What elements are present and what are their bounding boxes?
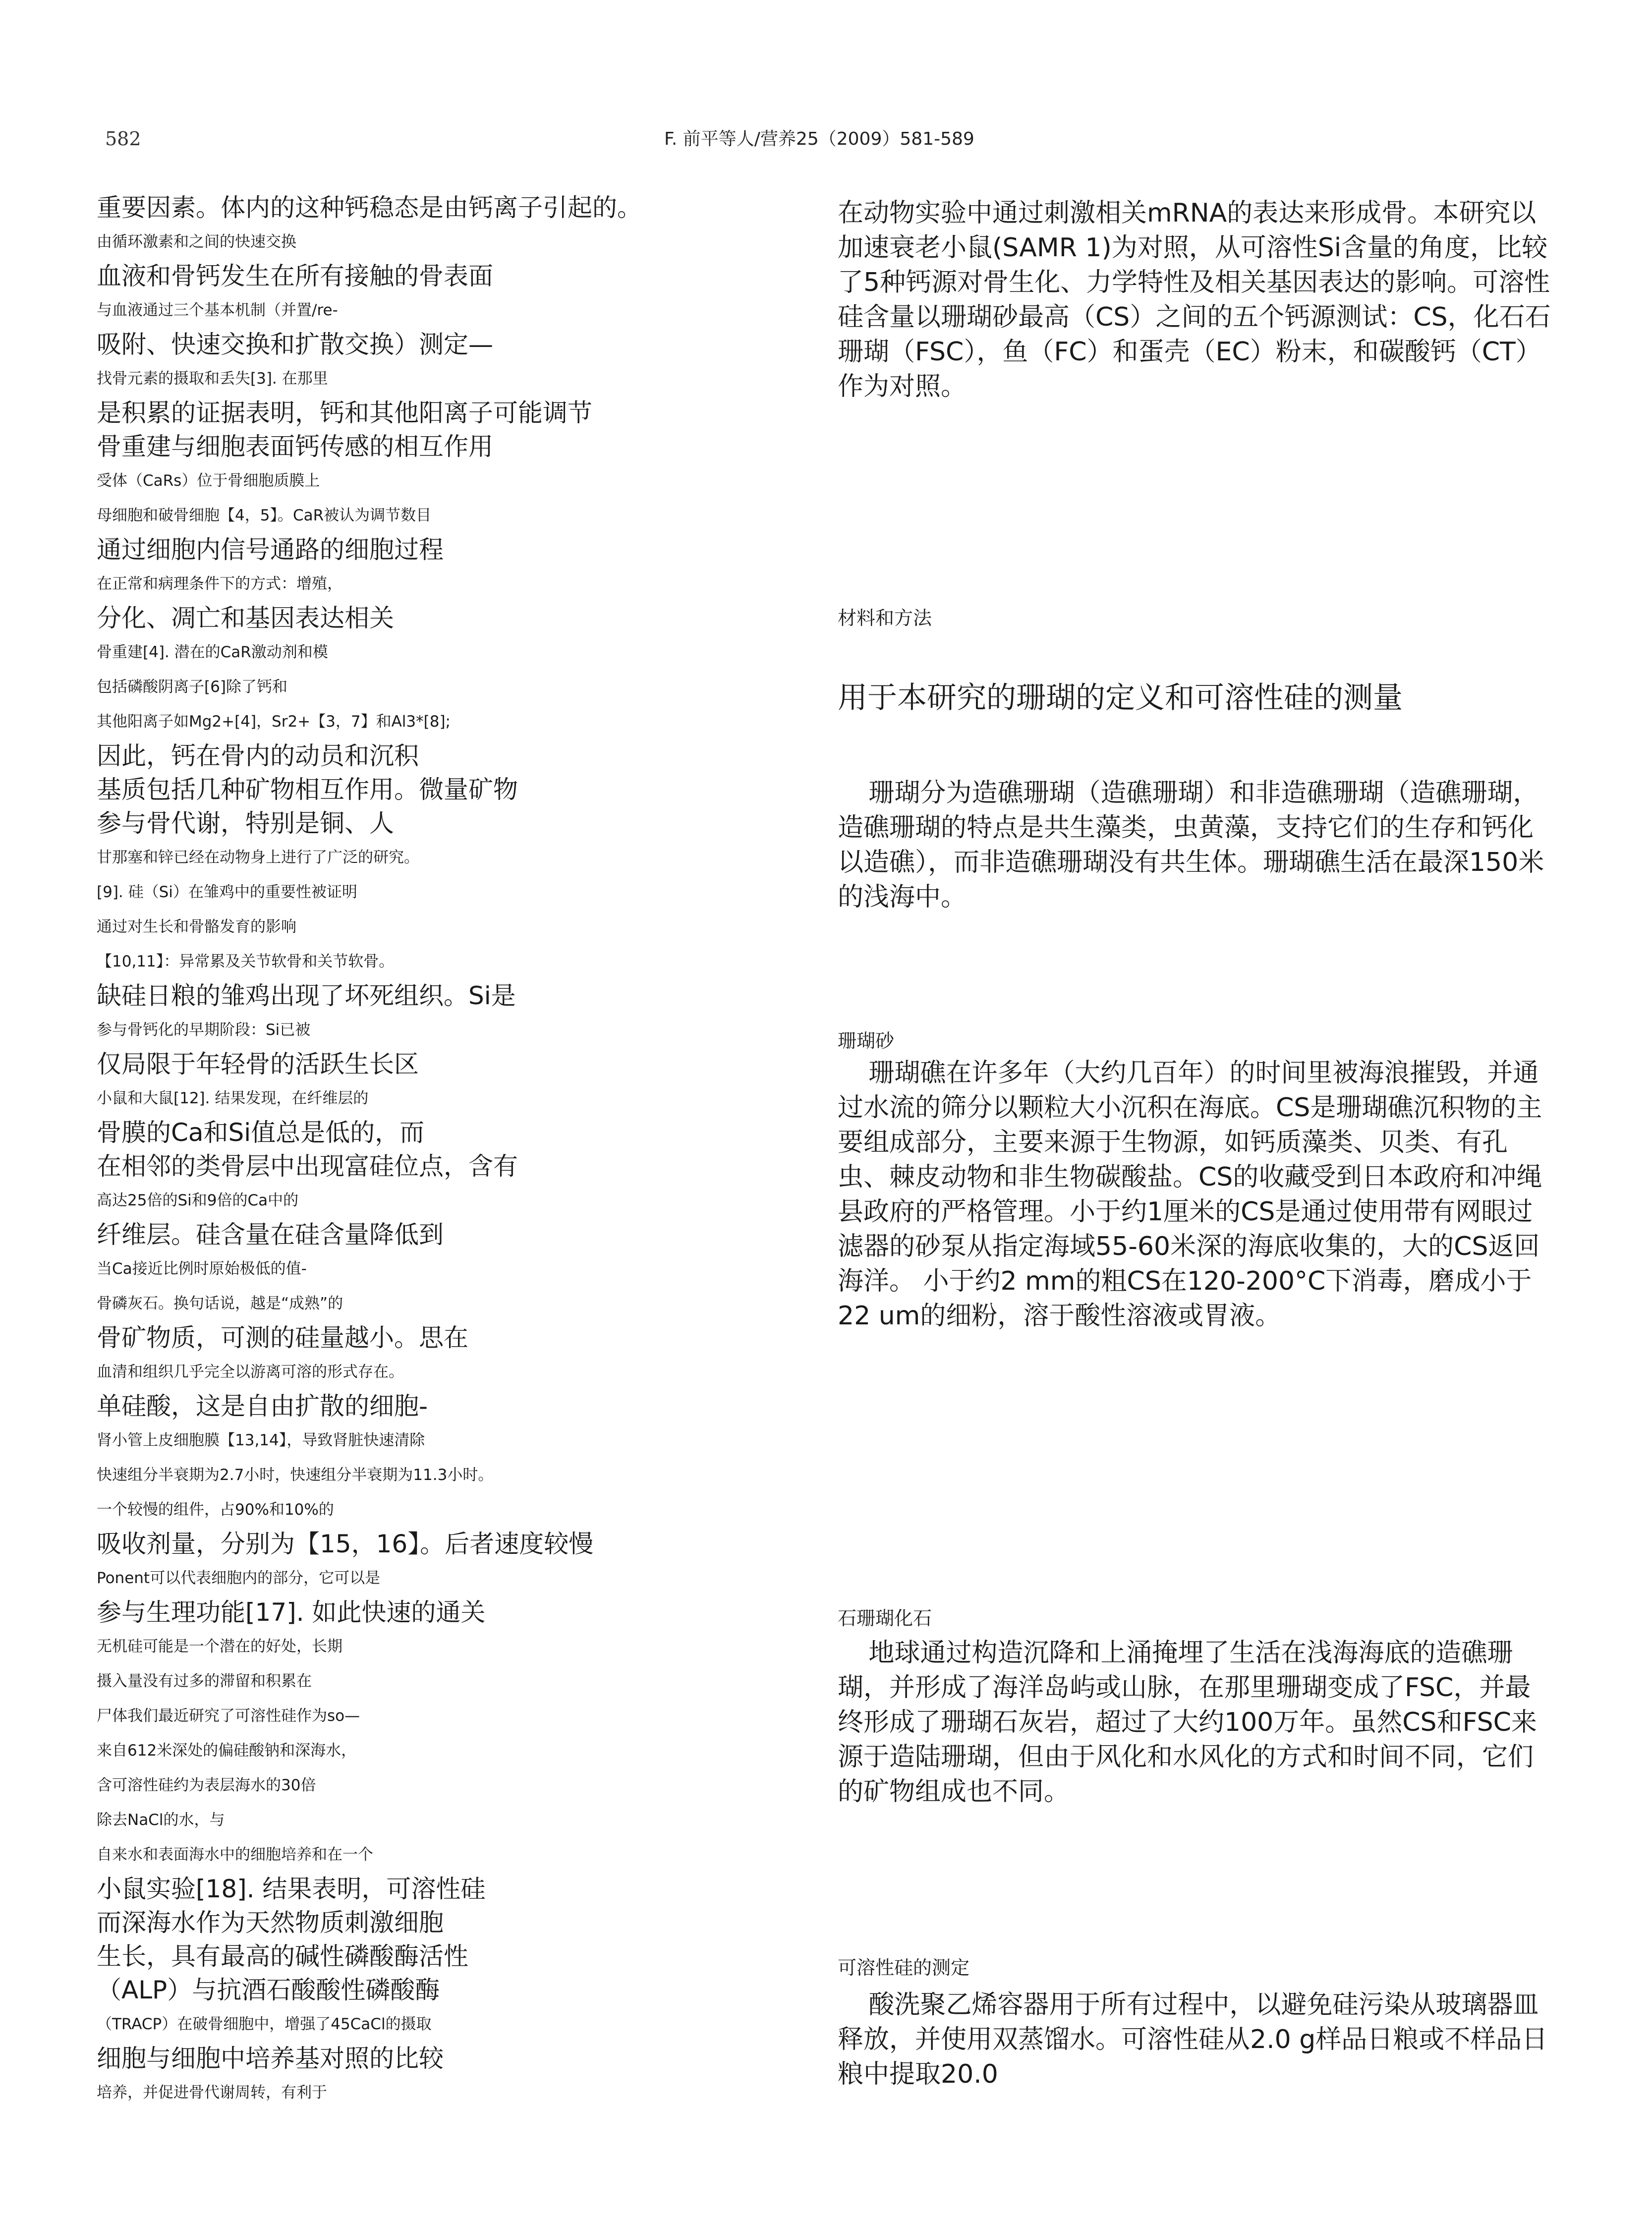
soluble-silicon-heading: 可溶性硅的测定 — [838, 1957, 970, 1979]
text-line: 血液和骨钙发生在所有接触的骨表面 — [97, 262, 493, 290]
running-header: F. 前平等人/营养25（2009）581-589 — [664, 129, 974, 149]
text-line: 来自612米深处的偏硅酸钠和深海水， — [97, 1742, 357, 1760]
text-line: 通过细胞内信号通路的细胞过程 — [97, 535, 444, 564]
text-line: 生长，具有最高的碱性磷酸酶活性 — [97, 1942, 468, 1971]
text-line: 骨膜的Ca和Si值总是低的，而 — [97, 1118, 425, 1147]
fossil-coral-paragraph: 地球通过构造沉降和上涌掩埋了生活在浅海海底的造礁珊瑚，并形成了海洋岛屿或山脉，在那里珊瑚变成了FSC，并最终形成了珊瑚石灰岩，超过了大约100万年。虽然CS和FSC来源于造陆珊瑚，但由于风化和水风化的方式和时间不同，它们的矿物组成也不同。 — [838, 1638, 1537, 1807]
text-line: 吸附、快速交换和扩散交换）测定— — [97, 330, 493, 359]
text-line: 分化、凋亡和基因表达相关 — [97, 604, 394, 632]
text-line: 含可溶性硅约为表层海水的30倍 — [97, 1776, 316, 1794]
text-line: 骨重建[4]. 潜在的CaR激动剂和模 — [97, 643, 328, 661]
text-line: 纤维层。硅含量在硅含量降低到 — [97, 1220, 444, 1249]
text-line: 母细胞和破骨细胞【4，5】。CaR被认为调节数目 — [97, 507, 432, 524]
text-line: [9]. 硅（Si）在雏鸡中的重要性被证明 — [97, 883, 357, 901]
text-line: 缺硅日粮的雏鸡出现了坏死组织。Si是 — [97, 981, 516, 1010]
text-line: 肾小管上皮细胞膜【13,14】，导致肾脏快速清除 — [97, 1431, 425, 1449]
text-line: 血清和组织几乎完全以游离可溶的形式存在。 — [97, 1363, 404, 1381]
text-line: 因此，钙在骨内的动员和沉积 — [97, 741, 419, 770]
text-line: 是积累的证据表明，钙和其他阳离子可能调节 — [97, 398, 592, 427]
section-heading-materials-methods: 材料和方法 — [838, 607, 932, 629]
text-line: 高达25倍的Si和9倍的Ca中的 — [97, 1192, 299, 1209]
text-line: 除去NaCl的水，与 — [97, 1811, 225, 1829]
text-line: 通过对生长和骨骼发育的影响 — [97, 918, 296, 936]
right-column-intro — [838, 196, 1551, 404]
subsection-heading-coral-definition: 用于本研究的珊瑚的定义和可溶性硅的测量 — [838, 681, 1403, 715]
text-line: 单硅酸，这是自由扩散的细胞- — [97, 1392, 428, 1421]
fossil-coral-heading: 石珊瑚化石 — [838, 1607, 932, 1629]
text-line: 其他阳离子如Mg2+[4]，Sr2+【3，7】和Al3*[8]; — [97, 713, 451, 731]
text-line: 骨磷灰石。换句话说，越是“成熟”的 — [97, 1295, 343, 1312]
text-line: （ALP）与抗酒石酸酸性磷酸酶 — [97, 1976, 440, 2004]
text-line: 摄入量没有过多的滞留和积累在 — [97, 1672, 312, 1690]
coral-sand-paragraph: 珊瑚礁在许多年（大约几百年）的时间里被海浪摧毁，并通过水流的筛分以颗粒大小沉积在海底。CS是珊瑚礁沉积物的主要组成部分，主要来源于生物源，如钙质藻类、贝类、有孔虫、棘皮动物和非生物碳酸盐。CS的收藏受到日本政府和冲绳县政府的严格管理。小于约1厘米的CS是通过使用带有网眼过滤器的砂泵从指定海域55-60米深的海底收集的，大的CS返回海洋。 小于约2 mm的粗CS在120-200°C下消毒，磨成小于22 um的细粉，溶于酸性溶液或胃液。 — [838, 1058, 1542, 1331]
coral-definition-paragraph: 珊瑚分为造礁珊瑚（造礁珊瑚）和非造礁珊瑚（造礁珊瑚，造礁珊瑚的特点是共生藻类，虫黄藻，支持它们的生存和钙化以造礁），而非造礁珊瑚没有共生体。珊瑚礁生活在最深150米的浅海中。 — [838, 778, 1544, 912]
text-line: 培养，并促进骨代谢周转，有利于 — [97, 2084, 327, 2102]
text-line: 当Ca接近比例时原始极低的值- — [97, 1260, 307, 1278]
text-line: Ponent可以代表细胞内的部分，它可以是 — [97, 1569, 381, 1587]
text-line: 由循环激素和之间的快速交换 — [97, 233, 296, 251]
text-line: 在正常和病理条件下的方式：增殖， — [97, 575, 342, 593]
text-line: 甘那塞和锌已经在动物身上进行了广泛的研究。 — [97, 849, 419, 866]
page-number: 582 — [105, 128, 141, 150]
text-line: 参与骨代谢，特别是铜、人 — [97, 809, 394, 838]
text-line: 小鼠和大鼠[12]. 结果发现，在纤维层的 — [97, 1089, 369, 1107]
left-column — [97, 191, 771, 2110]
coral-sand-heading: 珊瑚砂 — [838, 1030, 895, 1052]
text-line: 无机硅可能是一个潜在的好处，长期 — [97, 1638, 342, 1655]
text-line: 自来水和表面海水中的细胞培养和在一个 — [97, 1846, 373, 1864]
text-line: 找骨元素的摄取和丢失[3]. 在那里 — [97, 370, 328, 388]
intro-paragraph: 在动物实验中通过刺激相关mRNA的表达来形成骨。本研究以加速衰老小鼠(SAMR 1)为对照，从可溶性Si含量的角度，比较了5种钙源对骨生化、力学特性及相关基因表达的影响。可溶性硅含量以珊瑚砂最高（CS）之间的五个钙源测试：CS，化石石珊瑚（FSC），鱼（FC）和蛋壳（EC）粉末，和碳酸钙（CT）作为对照。 — [838, 198, 1551, 401]
text-line: 细胞与细胞中培养基对照的比较 — [97, 2044, 444, 2073]
text-line: 尸体我们最近研究了可溶性硅作为so— — [97, 1707, 360, 1725]
text-line: 参与生理功能[17]. 如此快速的通关 — [97, 1598, 486, 1627]
text-line: 骨重建与细胞表面钙传感的相互作用 — [97, 432, 493, 461]
text-line: 而深海水作为天然物质刺激细胞 — [97, 1908, 444, 1937]
text-line: 与血液通过三个基本机制（并置/re- — [97, 301, 338, 319]
text-line: 包括磷酸阴离子[6]除了钙和 — [97, 678, 287, 696]
text-line: 在相邻的类骨层中出现富硅位点，含有 — [97, 1152, 518, 1181]
text-line: 快速组分半衰期为2.7小时，快速组分半衰期为11.3小时。 — [97, 1466, 494, 1484]
soluble-silicon-paragraph: 酸洗聚乙烯容器用于所有过程中，以避免硅污染从玻璃器皿释放，并使用双蒸馏水。可溶性硅从2.0 g样品日粮或不样品日粮中提取20.0 — [838, 1990, 1548, 2089]
text-line: （TRACP）在破骨细胞中，增强了45CaCl的摄取 — [97, 2015, 432, 2033]
text-line: 一个较慢的组件，占90%和10%的 — [97, 1501, 334, 1519]
text-line: 基质包括几种矿物相互作用。微量矿物 — [97, 775, 518, 804]
text-line: 仅局限于年轻骨的活跃生长区 — [97, 1050, 419, 1079]
text-line: 小鼠实验[18]. 结果表明，可溶性硅 — [97, 1875, 486, 1903]
text-line: 参与骨钙化的早期阶段：Si已被 — [97, 1021, 311, 1039]
text-line: 吸收剂量，分别为【15，16】。后者速度较慢 — [97, 1530, 594, 1558]
text-line: 重要因素。体内的这种钙稳态是由钙离子引起的。 — [97, 193, 642, 222]
text-line: 受体（CaRs）位于骨细胞质膜上 — [97, 472, 320, 490]
text-line: 【10,11】：异常累及关节软骨和关节软骨。 — [97, 953, 395, 970]
text-line: 骨矿物质，可测的硅量越小。思在 — [97, 1323, 468, 1352]
